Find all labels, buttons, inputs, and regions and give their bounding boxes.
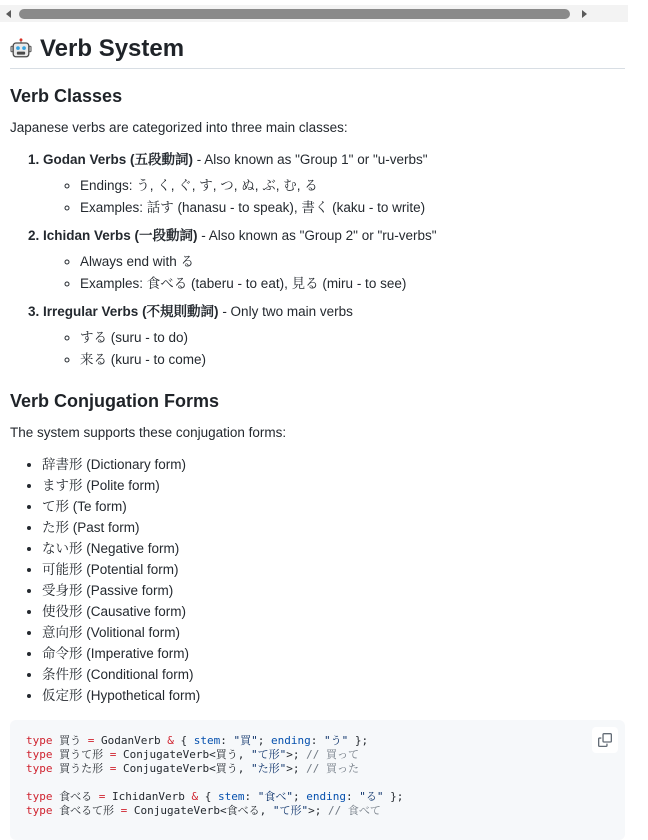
verb-class-subitems <box>28 252 625 294</box>
code-line: type 買うて形 = ConjugateVerb<買う, "て形">; // 買って <box>26 748 359 761</box>
conjugation-form-item: • 使役形 (Causative form) <box>42 602 625 622</box>
conjugation-form-item: • 意向形 (Volitional form) <box>42 623 625 643</box>
conjugation-form-item: • て形 (Te form) <box>42 497 625 517</box>
verb-class-desc: - Only two main verbs <box>218 304 353 319</box>
conjugation-form-item: • 仮定形 (Hypothetical form) <box>42 686 625 706</box>
verb-class-subitem: ◦ する (suru - to do) <box>80 328 625 348</box>
verb-class-desc: - Also known as "Group 2" or "ru-verbs" <box>197 228 437 243</box>
conjugation-forms-list <box>10 455 625 706</box>
verb-class-subitem: ◦ Endings: う, く, ぐ, す, つ, ぬ, ぶ, む, る <box>80 176 625 196</box>
conjugation-form-item: • 可能形 (Potential form) <box>42 560 625 580</box>
code-block <box>10 720 625 840</box>
verb-class-title: Irregular Verbs (不規則動詞) <box>43 304 219 319</box>
scroll-right-button[interactable] <box>576 5 593 22</box>
verb-class-subitems <box>28 176 625 218</box>
verb-class-title: Ichidan Verbs (一段動詞) <box>43 228 198 243</box>
horizontal-scrollbar[interactable] <box>0 5 628 22</box>
conjugation-form-item: • 命令形 (Imperative form) <box>42 644 625 664</box>
code-line: type 食べる = IchidanVerb & { stem: "食べ"; ending: "る" }; <box>26 790 404 803</box>
list-number: 2. <box>28 228 44 243</box>
verb-class-subitem: ◦ Examples: 食べる (taberu - to eat), 見る (miru - to see) <box>80 274 625 294</box>
verb-class-item <box>28 226 625 294</box>
section-heading-conjugation-forms: Verb Conjugation Forms <box>10 391 220 411</box>
conjugation-form-item: • 辞書形 (Dictionary form) <box>42 455 625 475</box>
list-number: 1. <box>28 152 44 167</box>
triangle-right-icon <box>582 10 587 18</box>
verb-class-subitem: ◦ 来る (kuru - to come) <box>80 350 625 370</box>
verb-class-desc: - Also known as "Group 1" or "u-verbs" <box>193 152 428 167</box>
verb-class-title: Godan Verbs (五段動詞) <box>43 152 194 167</box>
document-content <box>10 34 625 840</box>
copy-icon <box>598 733 612 747</box>
verb-classes-intro: Japanese verbs are categorized into three main classes: <box>10 120 348 135</box>
page-title-text: Verb System <box>40 35 185 62</box>
verb-class-item <box>28 302 625 370</box>
scroll-left-button[interactable] <box>0 5 17 22</box>
page-title <box>10 34 625 69</box>
conjugation-form-item: • ない形 (Negative form) <box>42 539 625 559</box>
verb-class-subitem: ◦ Always end with る <box>80 252 625 272</box>
conjugation-intro: The system supports these conjugation forms: <box>10 425 287 440</box>
verb-class-subitems <box>28 328 625 370</box>
verb-class-item <box>28 150 625 218</box>
section-heading-verb-classes: Verb Classes <box>10 86 123 106</box>
list-number: 3. <box>28 304 44 319</box>
code-line: type 買う = GodanVerb & { stem: "買"; ending: "う" }; <box>26 734 369 747</box>
code-content <box>26 734 609 818</box>
conjugation-form-item: • 受身形 (Passive form) <box>42 581 625 601</box>
robot-emoji-icon <box>10 38 32 60</box>
copy-code-button[interactable] <box>592 727 618 753</box>
conjugation-form-item: • た形 (Past form) <box>42 518 625 538</box>
code-line: type 食べるて形 = ConjugateVerb<食べる, "て形">; // 食べて <box>26 804 381 817</box>
verb-class-subitem: ◦ Examples: 話す (hanasu - to speak), 書く (kaku - to write) <box>80 198 625 218</box>
scrollbar-thumb[interactable] <box>19 9 570 19</box>
conjugation-form-item: • ます形 (Polite form) <box>42 476 625 496</box>
code-line: type 買うた形 = ConjugateVerb<買う, "た形">; // 買った <box>26 762 359 775</box>
verb-classes-list <box>10 150 625 370</box>
code-line <box>26 776 609 790</box>
triangle-left-icon <box>6 10 11 18</box>
conjugation-form-item: • 条件形 (Conditional form) <box>42 665 625 685</box>
